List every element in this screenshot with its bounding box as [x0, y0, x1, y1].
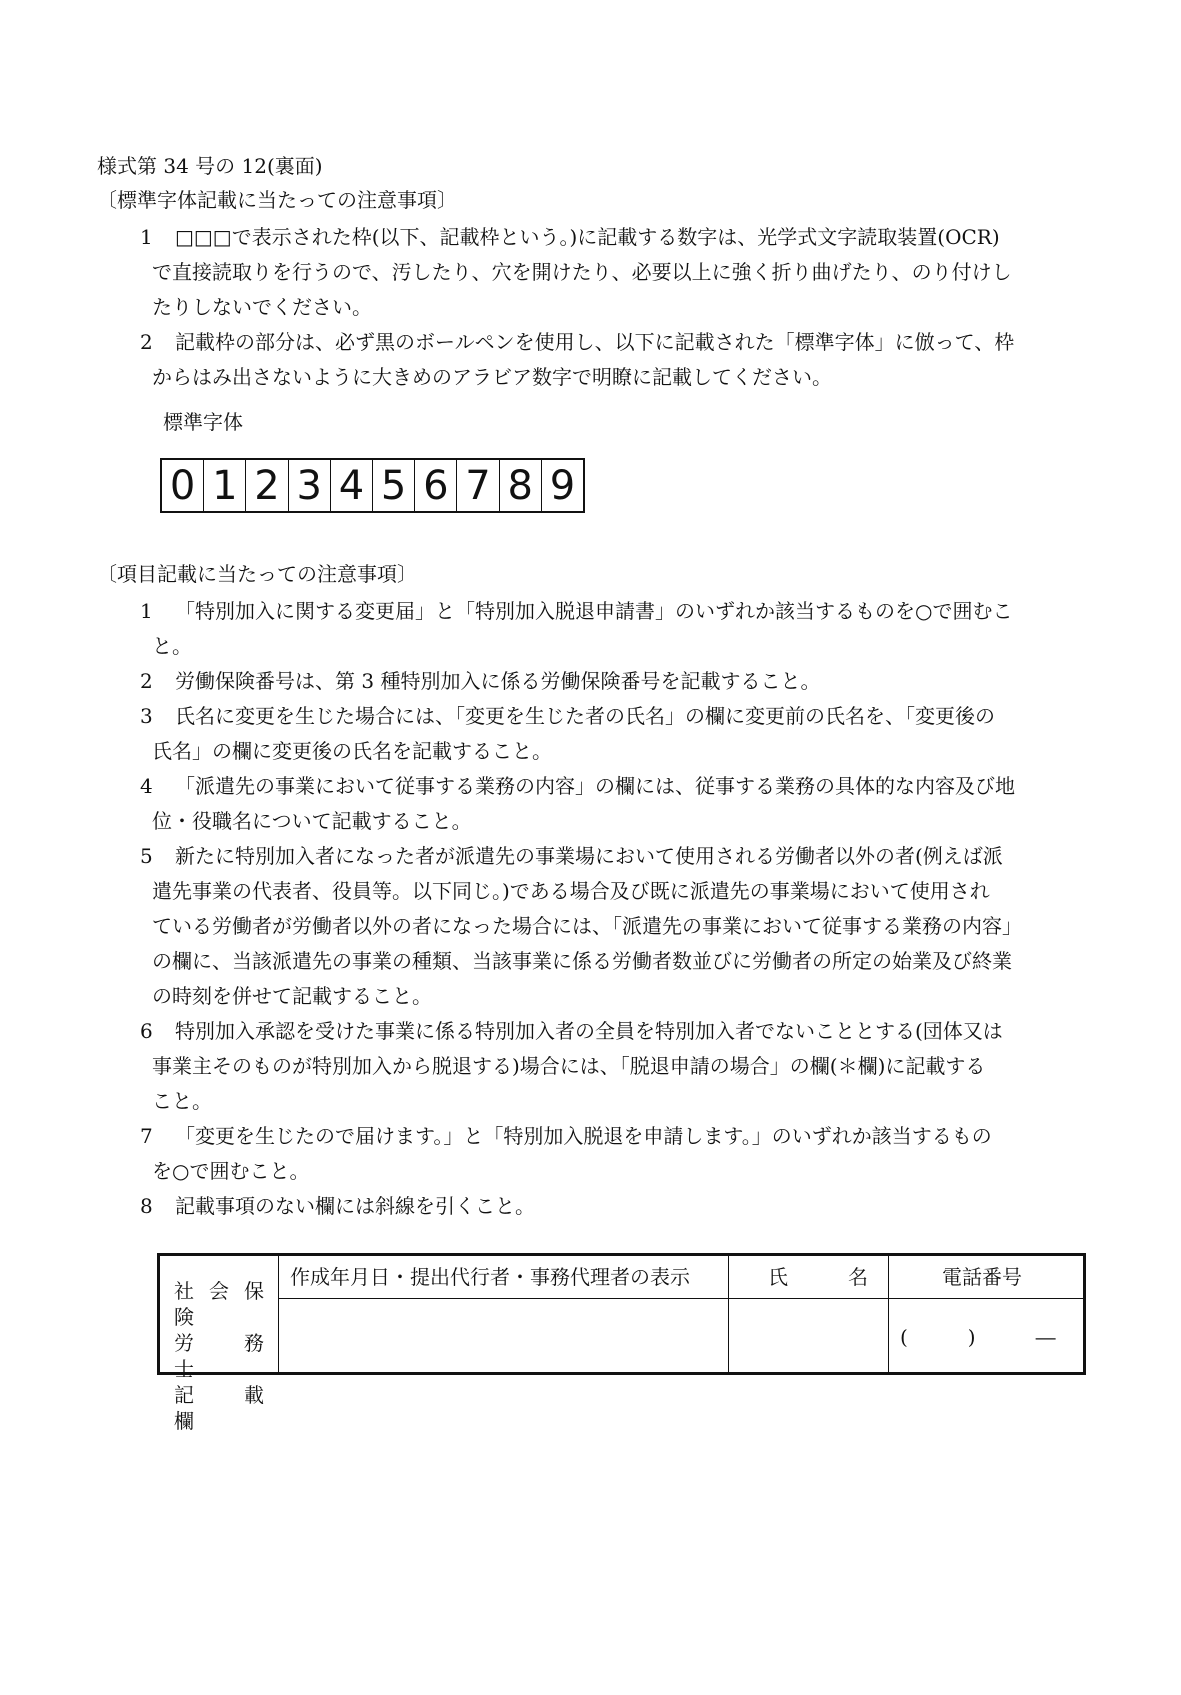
item-number: 3	[140, 704, 153, 728]
row-label-line-2: 労 務 士	[174, 1331, 284, 1381]
col-header-phone: 電話番号	[942, 1265, 1022, 1289]
row-label-line-1: 社 会 保 険	[174, 1279, 264, 1329]
item-text-line: 労働保険番号は、第 3 種特別加入に係る労働保険番号を記載すること。	[175, 669, 821, 693]
item-text-line: 記載事項のない欄には斜線を引くこと。	[175, 1194, 535, 1218]
item-number: 5	[140, 844, 153, 868]
item-text-line: 氏名」の欄に変更後の氏名を記載すること。	[152, 739, 552, 763]
item-number: 4	[140, 774, 153, 798]
item-text-line: からはみ出さないように大きめのアラビア数字で明瞭に記載してください。	[152, 365, 832, 389]
col-header-date-agent: 作成年月日・提出代行者・事務代理者の表示	[290, 1265, 690, 1289]
item-text-line: 位・役職名について記載すること。	[152, 809, 472, 833]
digit-2: 2	[246, 460, 288, 511]
digit-7: 7	[457, 460, 499, 511]
col-header-name: 氏 名	[768, 1265, 868, 1289]
standard-digits-box	[160, 458, 585, 513]
digit-9: 9	[549, 462, 576, 509]
item-text-line: 新たに特別加入者になった者が派遣先の事業場において使用される労働者以外の者(例えば派	[175, 844, 1003, 868]
item-number: 1	[140, 225, 153, 249]
row-label-line-3: 記 載 欄	[174, 1383, 284, 1433]
item-text-line: 遣先事業の代表者、役員等。以下同じ。)である場合及び既に派遣先の事業場において使用され	[152, 879, 990, 903]
item-text-line: □□□で表示された枠(以下、記載枠という。)に記載する数字は、光学式文字読取装置(OCR)	[175, 225, 1000, 249]
sharoushi-row-label	[174, 1278, 284, 1434]
form-number: 様式第 34 号の 12(裏面)	[97, 154, 323, 178]
item-text-line: 記載枠の部分は、必ず黒のボールペンを使用し、以下に記載された「標準字体」に倣って、枠	[175, 330, 1015, 354]
item-text-line: 「変更を生じたので届けます。」と「特別加入脱退を申請します。」のいずれか該当するもの	[175, 1124, 992, 1148]
item-number: 6	[140, 1019, 153, 1043]
item-text-line: こと。	[152, 1089, 212, 1113]
item-number: 1	[140, 599, 153, 623]
digit-3: 3	[289, 460, 331, 511]
sharoushi-entry-table	[157, 1253, 1086, 1433]
section-heading-standard-font: 〔標準字体記載に当たっての注意事項〕	[97, 188, 457, 212]
item-text-line: 「特別加入に関する変更届」と「特別加入脱退申請書」のいずれか該当するものを○で囲むこ	[175, 599, 1013, 623]
item-text-line: の欄に、当該派遣先の事業の種類、当該事業に係る労働者数並びに労働者の所定の始業及び終業	[152, 949, 1012, 973]
item-text-line: と。	[152, 634, 192, 658]
phone-field[interactable]: ( ) ―	[900, 1325, 1056, 1349]
item-number: 8	[140, 1194, 153, 1218]
item-number: 7	[140, 1124, 153, 1148]
digit-5: 5	[373, 460, 415, 511]
item-text-line: の時刻を併せて記載すること。	[152, 984, 432, 1008]
item-text-line: 特別加入承認を受けた事業に係る特別加入者の全員を特別加入者でないこととする(団体又は	[175, 1019, 1003, 1043]
item-number: 2	[140, 669, 153, 693]
digit-0: 0	[162, 460, 204, 511]
item-text-line: 事業主そのものが特別加入から脱退する)場合には、「脱退申請の場合」の欄(＊欄)に記載する	[152, 1054, 986, 1078]
digit-4: 4	[331, 460, 373, 511]
digit-6: 6	[415, 460, 457, 511]
digit-1: 1	[204, 460, 246, 511]
section-heading-item-entry: 〔項目記載に当たっての注意事項〕	[97, 562, 417, 586]
item-text-line: で直接読取りを行うので、汚したり、穴を開けたり、必要以上に強く折り曲げたり、のり付けし	[152, 260, 1012, 284]
standard-font-label: 標準字体	[163, 410, 243, 434]
item-text-line: 氏名に変更を生じた場合には、「変更を生じた者の氏名」の欄に変更前の氏名を、「変更後の	[175, 704, 995, 728]
item-text-line: たりしないでください。	[152, 295, 372, 319]
item-text-line: を○で囲むこと。	[152, 1159, 310, 1183]
item-text-line: 「派遣先の事業において従事する業務の内容」の欄には、従事する業務の具体的な内容及び地	[175, 774, 1015, 798]
item-text-line: ている労働者が労働者以外の者になった場合には、「派遣先の事業において従事する業務の内容」	[152, 914, 1022, 938]
digit-8: 8	[500, 460, 542, 511]
item-number: 2	[140, 330, 153, 354]
